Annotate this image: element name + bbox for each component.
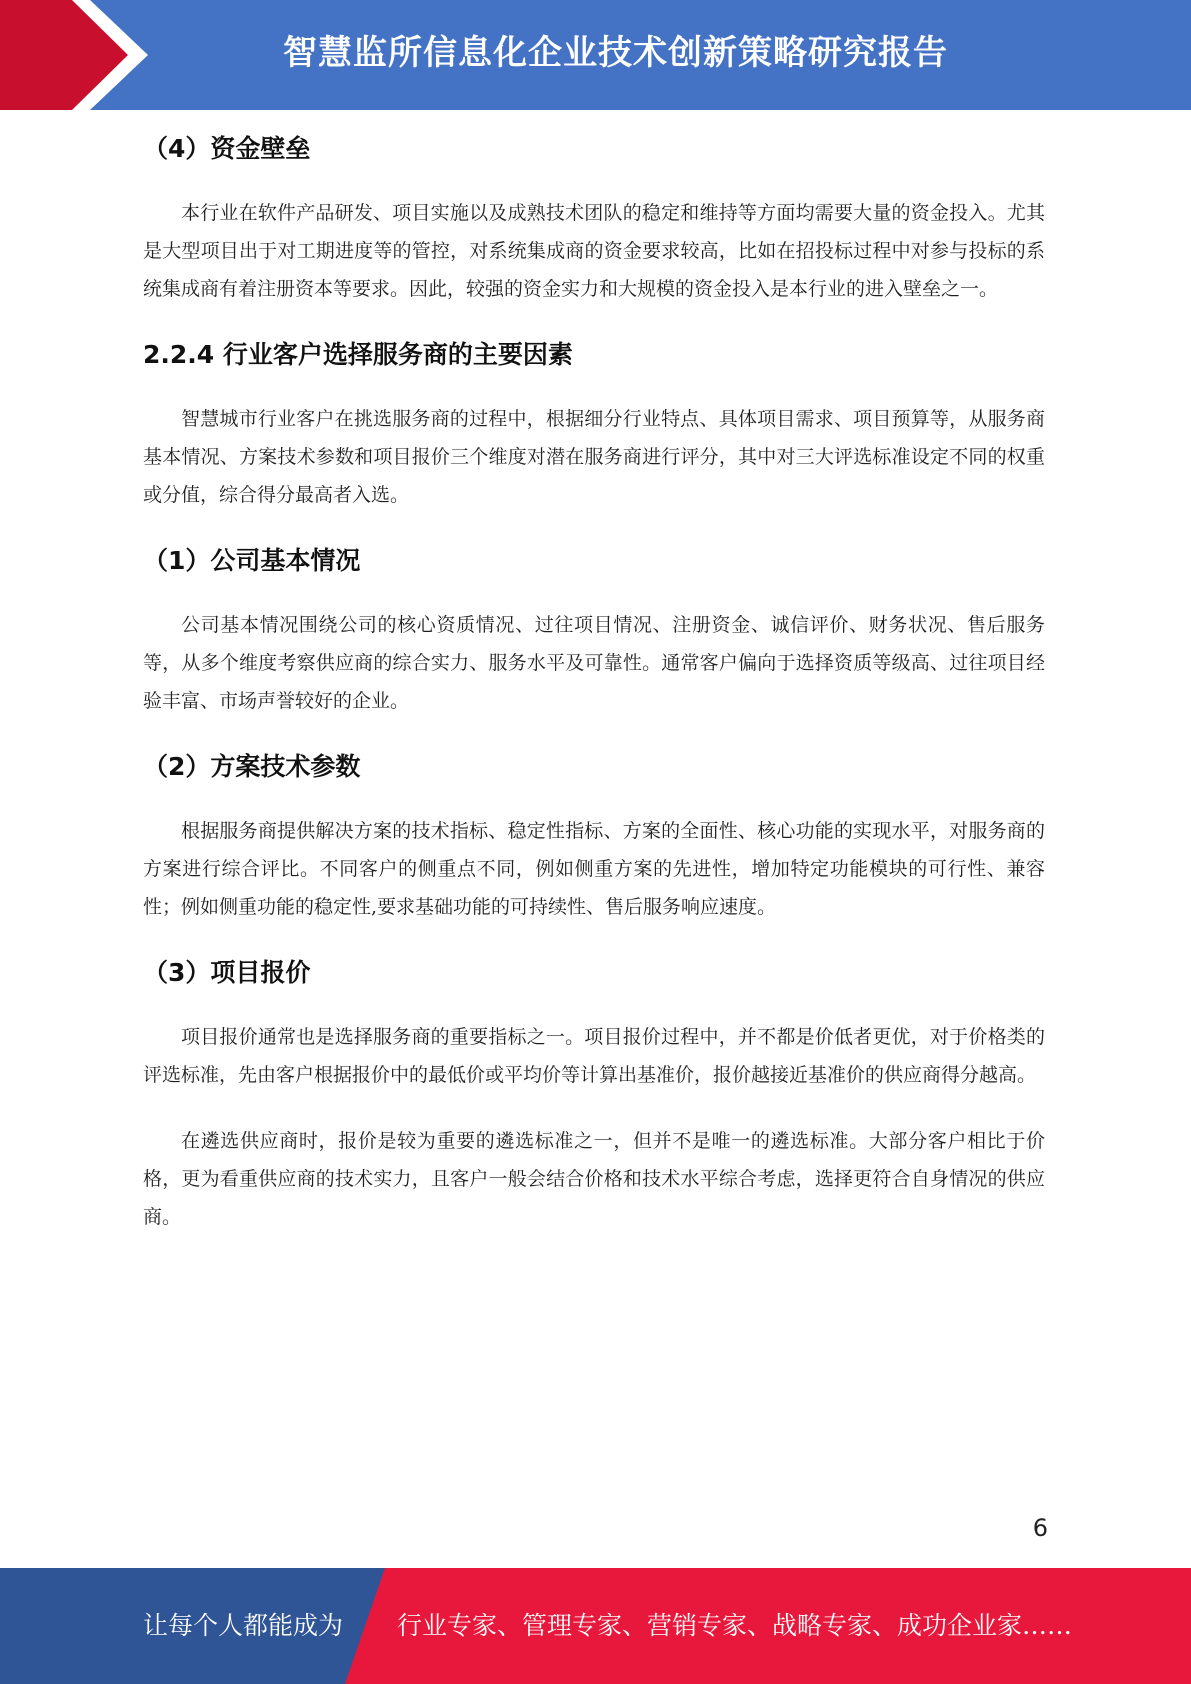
report-title: 智慧监所信息化企业技术创新策略研究报告 [283, 33, 948, 73]
heading-capital-barrier: （4）资金壁垒 [143, 134, 311, 163]
header-banner [0, 0, 1191, 110]
heading-technical-parameters: （2）方案技术参数 [143, 752, 361, 781]
paragraph-company-basics: 公司基本情况围绕公司的核心资质情况、过往项目情况、注册资金、诚信评价、财务状况、售后服务等，从多个维度考察供应商的综合实力、服务水平及可靠性。通常客户偏向于选择资质等级高、过往项目经验丰富、市场声誉较好的企业。 [143, 614, 1045, 712]
heading-section-2-2-4: 2.2.4 行业客户选择服务商的主要因素 [143, 340, 573, 369]
document-body [143, 118, 1045, 1236]
page-number: 6 [1032, 1514, 1048, 1542]
paragraph-technical-parameters: 根据服务商提供解决方案的技术指标、稳定性指标、方案的全面性、核心功能的实现水平，对服务商的方案进行综合评比。不同客户的侧重点不同，例如侧重方案的先进性，增加特定功能模块的可行性、兼容性；例如侧重功能的稳定性,要求基础功能的可持续性、售后服务响应速度。 [143, 820, 1045, 918]
paragraph-selection-factors: 智慧城市行业客户在挑选服务商的过程中，根据细分行业特点、具体项目需求、项目预算等，从服务商基本情况、方案技术参数和项目报价三个维度对潜在服务商进行评分，其中对三大评选标准设定不同的权重或分值，综合得分最高者入选。 [143, 408, 1045, 506]
footer-slogan-right: 行业专家、管理专家、营销专家、战略专家、成功企业家…… [397, 1611, 1073, 1640]
paragraph-supplier-selection: 在遴选供应商时，报价是较为重要的遴选标准之一，但并不是唯一的遴选标准。大部分客户相比于价格，更为看重供应商的技术实力，且客户一般会结合价格和技术水平综合考虑，选择更符合自身情况的供应商。 [143, 1130, 1045, 1228]
footer-banner [0, 1568, 1191, 1684]
chevron-arrow-icon [0, 0, 160, 110]
paragraph-project-quote: 项目报价通常也是选择服务商的重要指标之一。项目报价过程中，并不都是价低者更优，对于价格类的评选标准，先由客户根据报价中的最低价或平均价等计算出基准价，报价越接近基准价的供应商得分越高。 [143, 1026, 1045, 1086]
paragraph-capital-barrier: 本行业在软件产品研发、项目实施以及成熟技术团队的稳定和维持等方面均需要大量的资金投入。尤其是大型项目出于对工期进度等的管控，对系统集成商的资金要求较高，比如在招投标过程中对参与投标的系统集成商有着注册资本等要求。因此，较强的资金实力和大规模的资金投入是本行业的进入壁垒之一。 [143, 202, 1045, 300]
footer-slogan-left: 让每个人都能成为 [143, 1611, 344, 1640]
heading-project-quote: （3）项目报价 [143, 958, 311, 987]
heading-company-basics: （1）公司基本情况 [143, 546, 361, 575]
